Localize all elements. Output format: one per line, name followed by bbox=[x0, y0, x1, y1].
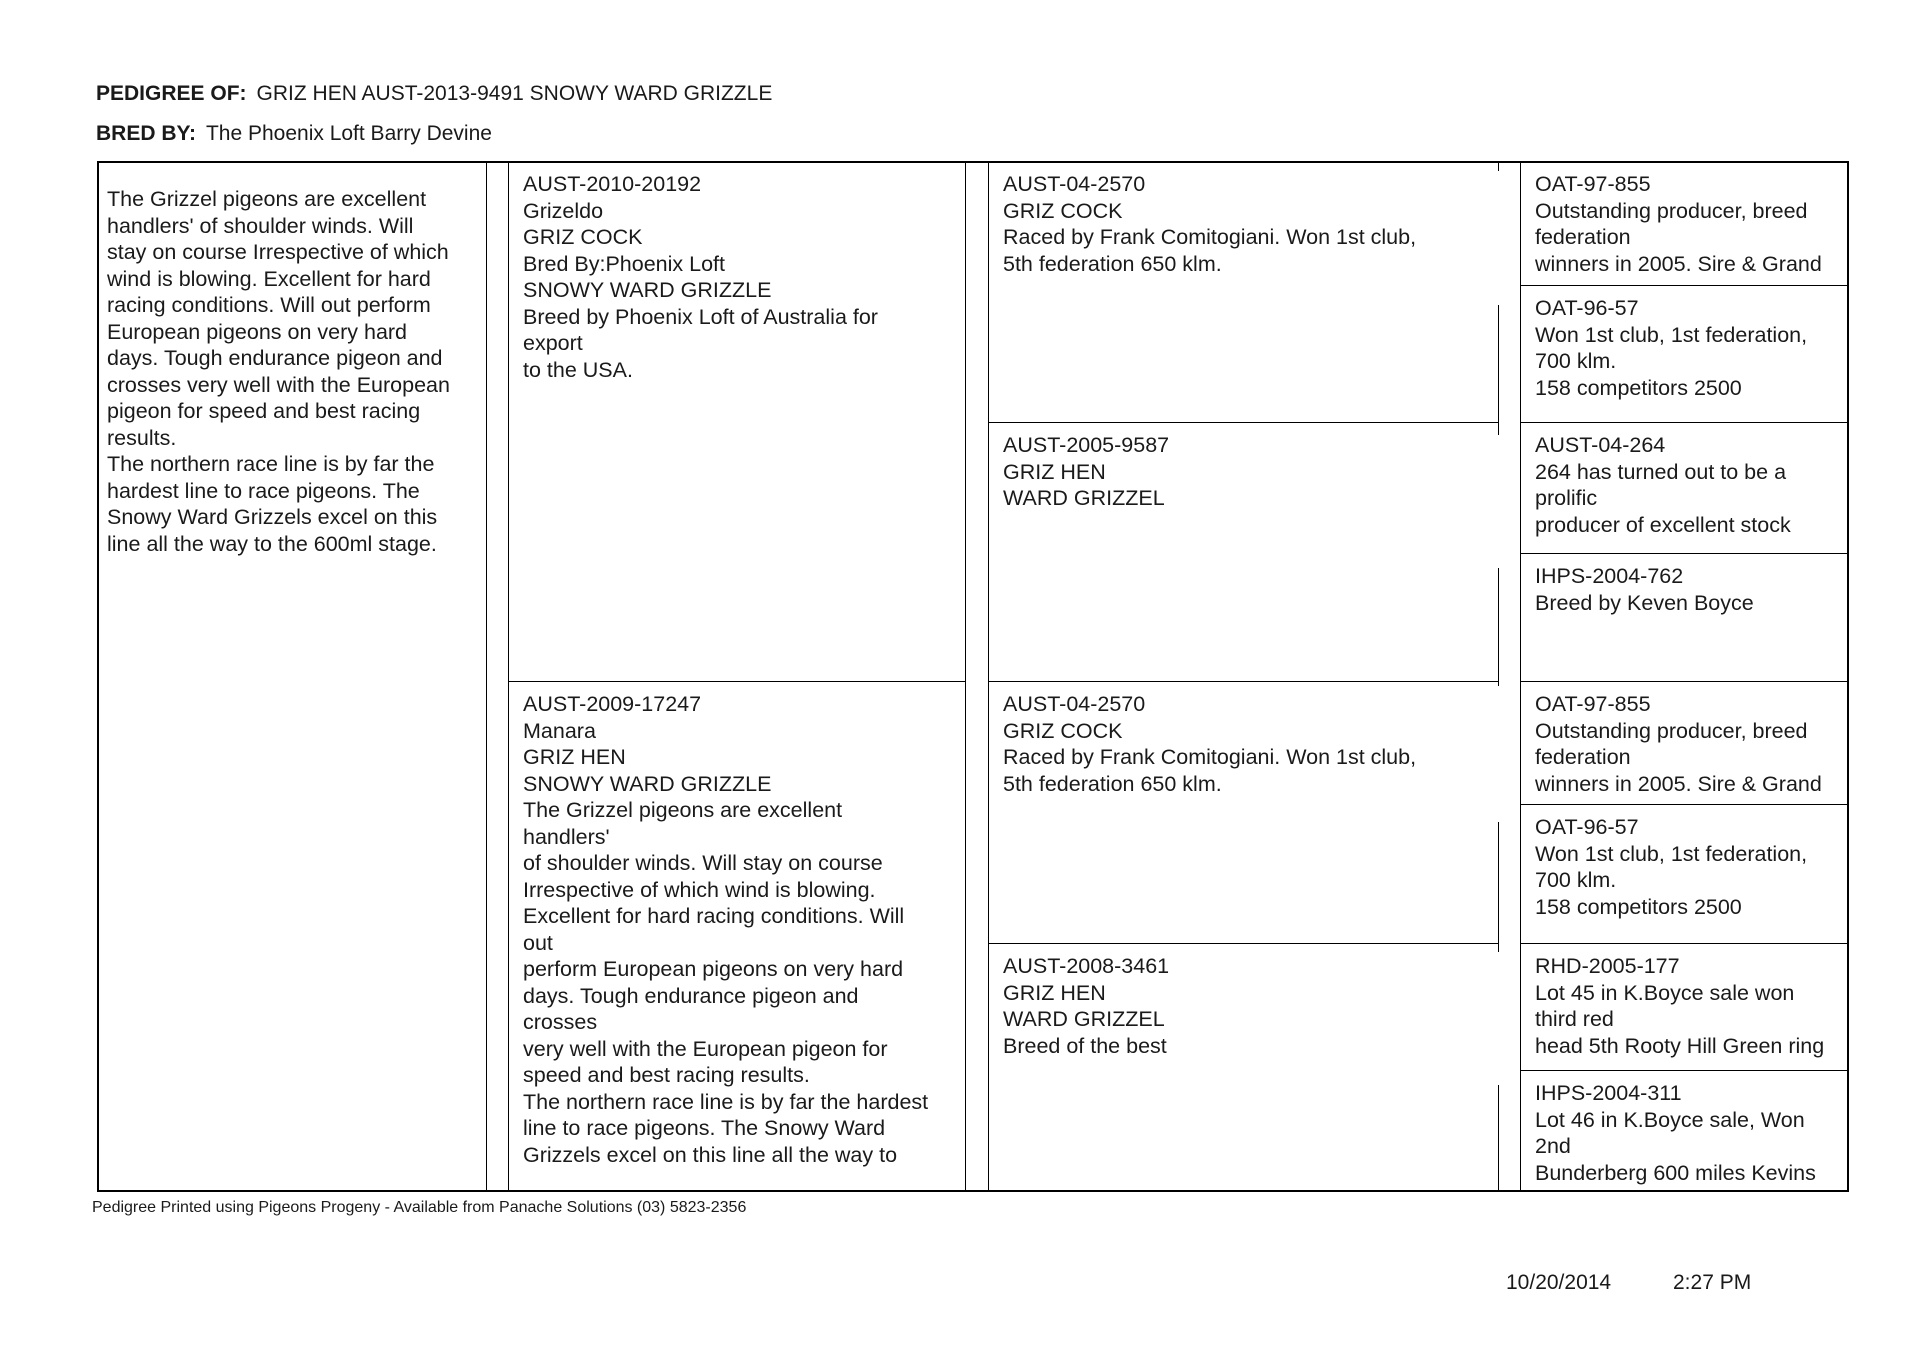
great-grandparent-ring: OAT-97-855 bbox=[1535, 172, 1651, 196]
notes-cell bbox=[99, 178, 483, 1188]
row-divider bbox=[1520, 804, 1848, 805]
row-divider bbox=[1520, 943, 1848, 944]
great-grandparent-details: Outstanding producer, breed federation winners in 2005. Sire & Grand bbox=[1535, 198, 1822, 276]
column-divider bbox=[1498, 305, 1499, 435]
granddam-dam-cell bbox=[989, 945, 1494, 1188]
row-divider bbox=[1520, 1070, 1848, 1071]
great-grandparent-cell bbox=[1521, 555, 1847, 679]
granddam-sire-cell bbox=[989, 424, 1494, 679]
great-grandparent-details: Outstanding producer, breed federation winners in 2005. Sire & Grand bbox=[1535, 718, 1822, 796]
row-divider bbox=[965, 1190, 989, 1192]
great-grandparent-ring: OAT-97-855 bbox=[1535, 692, 1651, 716]
great-grandparent-cell bbox=[1521, 424, 1847, 552]
grandparent-ring: AUST-04-2570 bbox=[1003, 172, 1146, 196]
dam-ring: AUST-2009-17247 bbox=[523, 692, 702, 716]
great-grandparent-ring: RHD-2005-177 bbox=[1535, 954, 1680, 978]
notes-text: The Grizzel pigeons are excellent handlers' of shoulder winds. Will stay on course Irrespective of which wind is blowing. Excellent for hard racing conditions. Will out perform European pigeons on very hard days. Tough endurance pigeon and crosses very well with the European pigeon for speed and best racing results. The northern race line is by far the hardest line to race pigeons. The Snowy Ward Grizzels excel on this line all the way to the 600ml stage. bbox=[107, 187, 450, 556]
dam-details: Manara GRIZ HEN SNOWY WARD GRIZZLE The Grizzel pigeons are excellent handlers' of shoulder winds. Will stay on course Irrespective of which wind is blowing. Excellent for hard racing conditions. Will out perform European pigeons on very hard days. Tough endurance pigeon and crosses very well with the European pigeon for speed and best racing results. The northern race line is by far the hardest line to race pigeons. The Snowy Ward Grizzels excel on this line all the way to bbox=[523, 718, 929, 1167]
column-divider bbox=[965, 161, 966, 1192]
row-divider bbox=[1520, 553, 1848, 554]
row-divider bbox=[508, 681, 966, 682]
dam-cell bbox=[509, 683, 964, 1188]
row-divider bbox=[988, 943, 1499, 944]
great-grandparent-cell bbox=[1521, 287, 1847, 421]
sire-details: Grizeldo GRIZ COCK Bred By:Phoenix Loft SNOWY WARD GRIZZLE Breed by Phoenix Loft of Australia for export to the USA. bbox=[523, 198, 878, 382]
column-divider bbox=[1498, 568, 1499, 686]
grandsire-sire-cell bbox=[989, 163, 1494, 420]
column-divider bbox=[1498, 822, 1499, 952]
row-divider bbox=[988, 422, 1499, 423]
grandparent-ring: AUST-2005-9587 bbox=[1003, 433, 1170, 457]
grandparent-details: GRIZ HEN WARD GRIZZEL Breed of the best bbox=[1003, 980, 1167, 1058]
great-grandparent-ring: IHPS-2004-762 bbox=[1535, 564, 1684, 588]
great-grandparent-details: Lot 46 in K.Boyce sale, Won 2nd Bunderberg 600 miles Kevins bbox=[1535, 1107, 1816, 1185]
row-divider bbox=[1520, 681, 1848, 682]
grandparent-ring: AUST-2008-3461 bbox=[1003, 954, 1170, 978]
print-date: 10/20/2014 bbox=[1506, 1271, 1612, 1294]
bred-by-label: BRED BY: bbox=[96, 122, 196, 145]
great-grandparent-ring: IHPS-2004-311 bbox=[1535, 1081, 1682, 1105]
pedigree-of-line bbox=[96, 82, 772, 106]
great-grandparent-details: Lot 45 in K.Boyce sale won third red head 5th Rooty Hill Green ring bbox=[1535, 980, 1825, 1058]
great-grandparent-details: Won 1st club, 1st federation, 700 klm. 158 competitors 2500 bbox=[1535, 841, 1808, 919]
great-grandparent-cell bbox=[1521, 945, 1847, 1069]
row-divider bbox=[1520, 422, 1848, 423]
great-grandparent-ring: OAT-96-57 bbox=[1535, 815, 1639, 839]
great-grandparent-details: Won 1st club, 1st federation, 700 klm. 158 competitors 2500 bbox=[1535, 322, 1808, 400]
great-grandparent-cell bbox=[1521, 806, 1847, 942]
great-grandparent-ring: AUST-04-264 bbox=[1535, 433, 1666, 457]
great-grandparent-details: Breed by Keven Boyce bbox=[1535, 590, 1754, 615]
bred-by-line bbox=[96, 122, 492, 146]
sire-ring: AUST-2010-20192 bbox=[523, 172, 702, 196]
pedigree-of-value: GRIZ HEN AUST-2013-9491 SNOWY WARD GRIZZLE bbox=[256, 82, 773, 105]
great-grandparent-cell bbox=[1521, 163, 1847, 284]
grandparent-details: GRIZ COCK Raced by Frank Comitogiani. Won 1st club, 5th federation 650 klm. bbox=[1003, 198, 1417, 276]
great-grandparent-cell bbox=[1521, 1072, 1847, 1189]
grandparent-details: GRIZ COCK Raced by Frank Comitogiani. Won 1st club, 5th federation 650 klm. bbox=[1003, 718, 1417, 796]
grandparent-ring: AUST-04-2570 bbox=[1003, 692, 1146, 716]
table-right-border bbox=[1847, 161, 1849, 1192]
grandparent-details: GRIZ HEN WARD GRIZZEL bbox=[1003, 459, 1165, 510]
row-divider bbox=[1520, 285, 1848, 286]
great-grandparent-details: 264 has turned out to be a prolific producer of excellent stock bbox=[1535, 459, 1791, 537]
column-divider bbox=[1498, 1085, 1499, 1191]
footer-credit: Pedigree Printed using Pigeons Progeny - Available from Panache Solutions (03) 5823-2356 bbox=[92, 1199, 747, 1216]
pedigree-of-label: PEDIGREE OF: bbox=[96, 82, 247, 105]
sire-cell bbox=[509, 163, 964, 679]
grandsire-dam-cell bbox=[989, 683, 1494, 941]
great-grandparent-ring: OAT-96-57 bbox=[1535, 296, 1639, 320]
bred-by-value: The Phoenix Loft Barry Devine bbox=[205, 122, 492, 145]
print-time: 2:27 PM bbox=[1673, 1271, 1752, 1294]
column-divider bbox=[486, 161, 487, 1192]
column-divider bbox=[1498, 161, 1499, 171]
great-grandparent-cell bbox=[1521, 683, 1847, 803]
row-divider bbox=[988, 681, 1499, 682]
